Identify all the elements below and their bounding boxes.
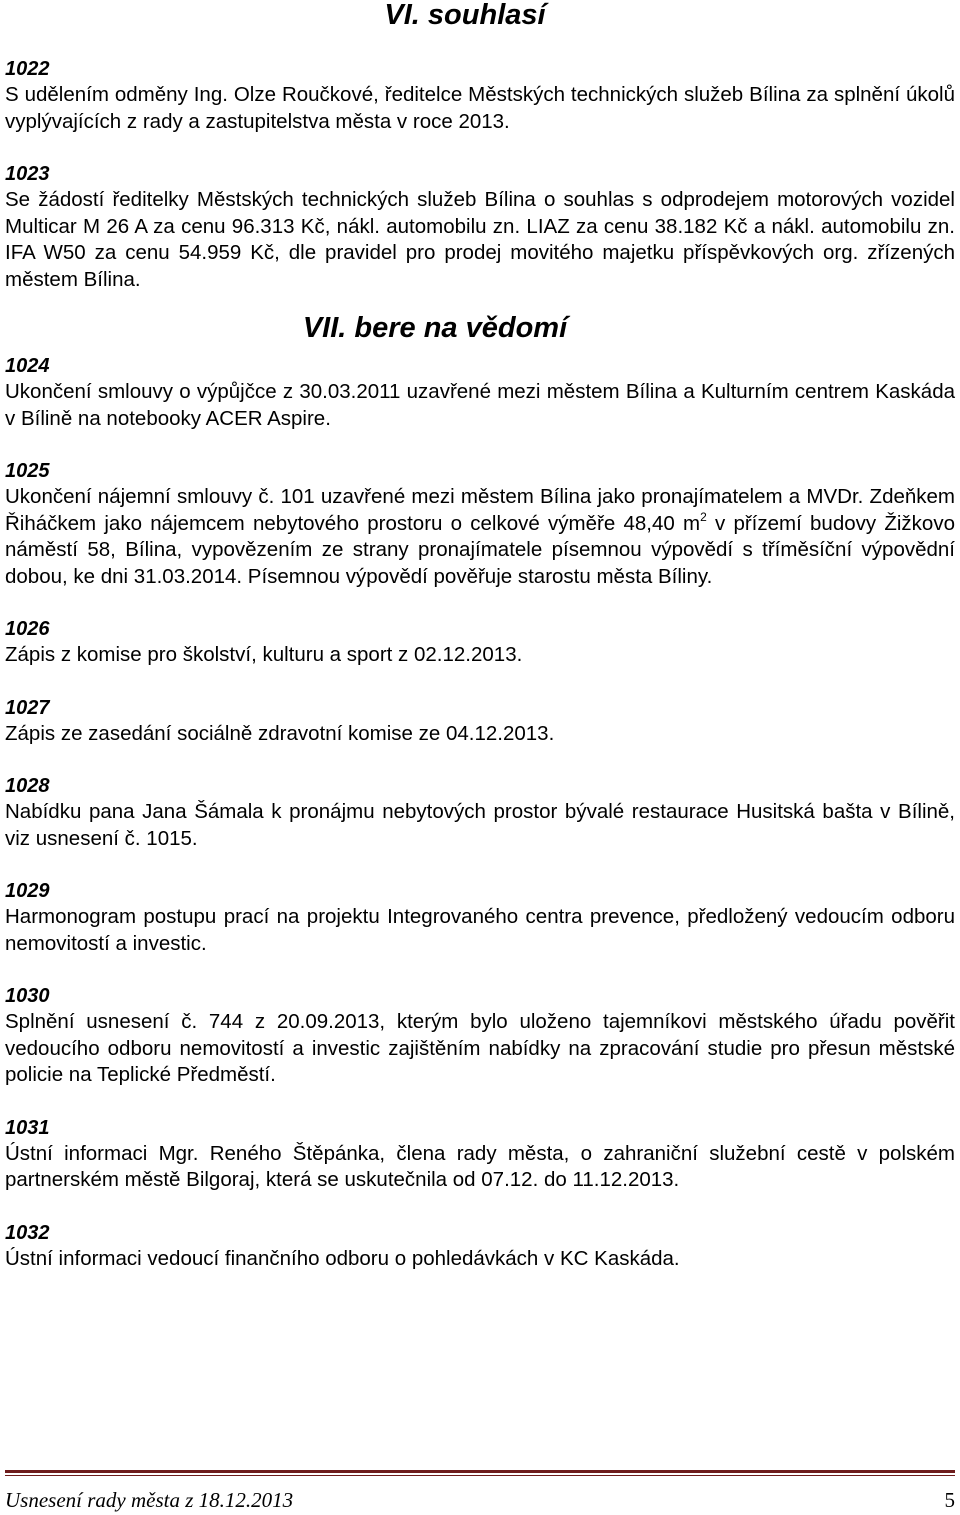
- resolution-text-part: Ukončení nájemní smlouvy č. 101 uzavřené mezi městem Bílina jako pronajímatelem a MVDr. Zdeňkem Řiháčkem jako nájemcem nebytového prostoru o celkové výměře 48,40 m: [5, 485, 955, 535]
- resolution-item-1025: [5, 458, 955, 590]
- resolution-number: 1030: [5, 985, 50, 1007]
- resolution-item-1022: [5, 56, 955, 135]
- footer-title: Usnesení rady města z 18.12.2013: [5, 1488, 294, 1512]
- footer-rule: [5, 1475, 955, 1476]
- resolution-text: S udělením odměny Ing. Olze Roučkové, ředitelce Městských technických služeb Bílina za splnění úkolů vyplývajících z rady a zastupitelstva města v roce 2013.: [5, 83, 955, 133]
- resolution-item-1023: [5, 161, 955, 293]
- resolution-text: Ukončení smlouvy o výpůjčce z 30.03.2011 uzavřené mezi městem Bílina a Kulturním centrem Kaskáda v Bílině na notebooky ACER Aspire.: [5, 380, 955, 430]
- resolution-text: Harmonogram postupu prací na projektu Integrovaného centra prevence, předložený vedoucím odboru nemovitostí a investic.: [5, 905, 955, 955]
- resolution-text: Splnění usnesení č. 744 z 20.09.2013, kterým bylo uloženo tajemníkovi městského úřadu pověřit vedoucího odboru nemovitostí a investic zajištěním nabídky na zpracování studie pro přesun městské policie na Teplické Předměstí.: [5, 1010, 955, 1086]
- resolution-number: 1031: [5, 1116, 50, 1139]
- section-heading-vi: VI. souhlasí: [384, 0, 546, 31]
- section-heading-vii: VII. bere na vědomí: [302, 312, 568, 344]
- resolution-item-1031: [5, 1115, 955, 1194]
- resolution-number: 1026: [5, 618, 50, 640]
- resolution-number: 1027: [5, 696, 50, 719]
- resolution-text: Ústní informaci vedoucí finančního odboru o pohledávkách v KC Kaskáda.: [5, 1246, 680, 1270]
- footer-rule: [5, 1470, 955, 1473]
- footer-row: [5, 1488, 955, 1513]
- resolution-item-1028: [5, 773, 955, 852]
- resolution-text: Zápis z komise pro školství, kulturu a sport z 02.12.2013.: [5, 643, 523, 666]
- resolution-number: 1022: [5, 58, 50, 80]
- resolution-number: 1032: [5, 1221, 50, 1244]
- page-number: 5: [944, 1488, 955, 1512]
- resolution-item-1027: [5, 695, 955, 748]
- resolution-item-1026: [5, 616, 955, 669]
- resolution-text: Zápis ze zasedání sociálně zdravotní komise ze 04.12.2013.: [5, 721, 555, 745]
- resolution-item-1032: [5, 1220, 955, 1273]
- resolution-number: 1024: [5, 355, 50, 377]
- resolution-text: [5, 484, 955, 590]
- page-footer: [5, 1470, 955, 1513]
- resolution-item-1030: [5, 983, 955, 1089]
- resolution-item-1024: [5, 353, 955, 432]
- resolution-text-part: v přízemí budovy Žižkovo náměstí 58, Bílina, vypovězením ze strany pronajímatele písemnou výpovědí s tříměsíční výpovědní dobou, ke dni 31.03.2014. Písemnou výpovědí pověřuje starostu města Bíliny.: [5, 511, 955, 588]
- resolution-item-1029: [5, 878, 955, 957]
- resolution-number: 1023: [5, 163, 50, 185]
- resolution-number: 1025: [5, 460, 50, 482]
- resolution-number: 1029: [5, 880, 50, 902]
- resolution-text: Se žádostí ředitelky Městských technických služeb Bílina o souhlas s odprodejem motorových vozidel Multicar M 26 A za cenu 96.313 Kč, nákl. automobilu zn. LIAZ za cenu 38.182 Kč a nákl. automobilu zn. IFA W50 za cenu 54.959 Kč, dle pravidel pro prodej movitého majetku příspěvkových org. zřízených městem Bílina.: [5, 188, 955, 291]
- resolution-number: 1028: [5, 775, 50, 797]
- resolution-text: Nabídku pana Jana Šámala k pronájmu nebytových prostor bývalé restaurace Husitská bašta v Bílině, viz usnesení č. 1015.: [5, 800, 955, 850]
- document-page: [5, 0, 955, 1272]
- resolution-text: Ústní informaci Mgr. Reného Štěpánka, člena rady města, o zahraniční služební cestě v polském partnerském městě Bilgoraj, která se uskutečnila od 07.12. do 11.12.2013.: [5, 1141, 955, 1191]
- superscript: 2: [700, 509, 707, 524]
